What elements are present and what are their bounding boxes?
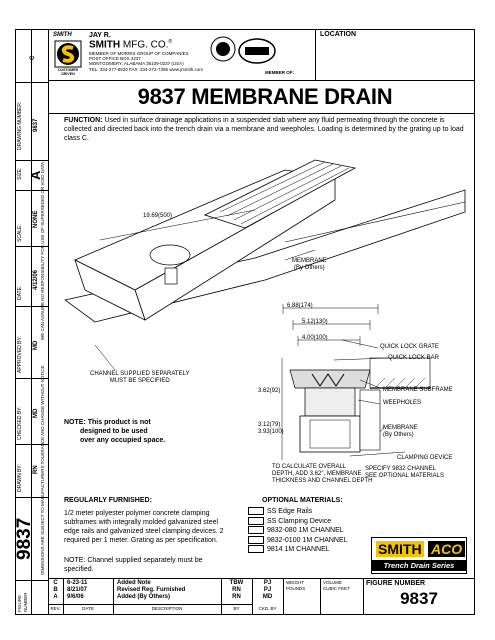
- checked-by-label: CHECKED BY:: [17, 406, 23, 440]
- rev-date: 8/21/07: [67, 587, 88, 593]
- sidebar-figure-number: 9837: [14, 517, 35, 560]
- drawn-by-value: RN: [33, 465, 39, 474]
- note-label: NOTE:: [64, 419, 86, 426]
- scale-value: NONE: [33, 210, 39, 228]
- smith-s-logo-icon: [53, 40, 83, 68]
- size-value: A: [28, 170, 43, 180]
- checkbox-icon: [248, 526, 264, 534]
- logo-smith: SMITH: [378, 541, 422, 557]
- company-jay-r: JAY R.: [89, 32, 111, 39]
- logo-series: Trench Drain Series: [372, 560, 466, 571]
- optional-item: [248, 536, 348, 546]
- company-mfg: MFG. CO.: [122, 39, 169, 51]
- page-title: 9837 MEMBRANE DRAIN: [137, 84, 393, 109]
- company-smith: SMITH: [89, 39, 121, 51]
- weight-label: WEIGHT: [286, 580, 304, 585]
- channel-supplied-line-1: CHANNEL SUPPLIED SEPARATELY: [90, 371, 190, 377]
- optional-item-label: 9832-080 1M CHANNEL: [267, 527, 344, 534]
- rev-value: C: [53, 580, 58, 586]
- logo-aco: ACO: [428, 541, 465, 557]
- desc-col: [117, 580, 185, 601]
- address-line-1: POST OFFICE BOX 3237: [89, 56, 141, 62]
- membrane-side-label: [383, 425, 418, 439]
- quick-lock-grate-label: QUICK LOCK GRATE: [380, 344, 439, 350]
- volume-label: VOLUME: [323, 580, 343, 585]
- col-rev-header: REV.: [50, 606, 61, 611]
- furnished-heading: REGULARLY FURNISHED:: [64, 497, 152, 504]
- rev-description: Revised Reg. Furnished: [117, 587, 186, 593]
- checked-by-value: MD: [33, 408, 39, 418]
- smith-logo: [53, 32, 83, 74]
- checkbox-icon: [248, 545, 264, 553]
- furnished-text: 1/2 meter polyester polymer concrete clamping subframes with integrally molded galvanized steel edge rails and galvanized steel clamping devices. 2 required per 1 meter. Grating as per specification.: [64, 510, 224, 544]
- specify-note: [365, 466, 444, 480]
- member-of-label: MEMBER OF:: [265, 70, 294, 75]
- calc-line-1: TO CALCULATE OVERALL: [272, 464, 347, 470]
- location-divider: [315, 29, 316, 80]
- volume-unit: CUBIC FEET: [323, 586, 350, 591]
- approved-by-label: APPROVED BY:: [17, 336, 23, 373]
- function-text: Used in surface drainage applications in a suspended slab where any fluid permeating through the concrete is collected and directed back into the trench drain via a membrane and weepholes. Loading is determined by the grating up to load class C.: [64, 117, 464, 142]
- volume-block: [323, 580, 350, 592]
- col-by-header: BY: [233, 606, 240, 611]
- figure-number-label: FIGURE NUMBER: [366, 580, 426, 587]
- weight-unit: POUNDS: [286, 586, 306, 591]
- rev-value: B: [53, 587, 58, 593]
- optional-item: [248, 507, 348, 517]
- weight-block: [286, 580, 305, 592]
- sidebar-rule: [15, 580, 48, 581]
- company-smith-mfg: [89, 39, 172, 50]
- function-paragraph: [64, 116, 469, 143]
- chk-col: [252, 580, 283, 601]
- calc-note: [272, 464, 372, 485]
- sheet-size-c: C: [30, 55, 36, 60]
- smith-logo-brand: SMITH: [53, 32, 72, 38]
- col-divider: [320, 578, 321, 615]
- date-value: 4/12/06: [33, 269, 39, 290]
- rev-checked: PJ: [263, 580, 272, 586]
- function-label: FUNCTION:: [64, 117, 103, 124]
- note-line-1: This product is not: [87, 419, 151, 426]
- rev-date: 9/6/06: [67, 594, 84, 600]
- optional-item-label: 9814 1M CHANNEL: [267, 546, 330, 553]
- approved-by-value: MD: [33, 340, 39, 350]
- furnished-note: NOTE: Channel supplied separately must be specified.: [64, 557, 203, 573]
- note-line-2: designed to be used: [80, 428, 148, 435]
- sidebar-divider: [48, 29, 49, 615]
- by-col: [221, 580, 252, 601]
- channel-supplied-line-2: MUST BE SPECIFIED: [109, 378, 170, 384]
- member-line: MEMBER OF MORRIS GROUP OF COMPANIES: [89, 51, 189, 56]
- sidebar-rule: [15, 82, 48, 83]
- dim-688: 6.88(174): [287, 303, 313, 309]
- specify-line-2: SEE OPTIONAL MATERIALS: [365, 473, 445, 479]
- cross-section-drawing: [250, 300, 475, 460]
- col-desc-header: DESCRIPTION: [151, 606, 183, 611]
- disclaimer-superseded: WE CAN ASSUME NO RESPONSIBILITY FOR USE OF SUPERSEDED OR VOID DATA: [40, 161, 45, 340]
- membrane-top-label: [292, 258, 327, 272]
- membrane-subframe-label: MEMBRANE SUBFRAME: [383, 387, 453, 393]
- calc-line-3: THICKNESS AND CHANNEL DEPTH: [272, 478, 373, 484]
- size-label: SIZE:: [17, 167, 23, 180]
- channel-supplied-note: [90, 371, 189, 385]
- address-line-2: MONTGOMERY, ALABAMA 36109-0237 (USA): [89, 61, 184, 67]
- dim-length: 19.69(500): [143, 213, 173, 219]
- rev-checked: PJ: [263, 587, 272, 593]
- drawing-number-label: DRAWING NUMBER:: [17, 101, 23, 150]
- membrane-top-by-others: (By Others): [294, 265, 325, 271]
- figure-label: FIGURE: [17, 594, 22, 612]
- rev-description: Added (By Others): [117, 594, 171, 600]
- number-label: NUMBER: [23, 592, 28, 612]
- optional-item: [248, 526, 348, 536]
- clamping-device-label: CLAMPING DEVICE: [397, 455, 453, 461]
- weepholes-label: WEEPHOLES: [383, 400, 422, 406]
- optional-item-label: SS Edge Rails: [267, 508, 313, 515]
- sidebar-rule: [15, 160, 48, 161]
- quick-lock-bar-label: QUICK LOCK BAR: [388, 355, 440, 361]
- header-rule: [48, 80, 475, 81]
- title-rule: [48, 113, 475, 114]
- rev-value: A: [53, 594, 58, 600]
- rev-col: [48, 580, 63, 601]
- dim-512: 5.12(130): [302, 319, 328, 325]
- date-col: [67, 580, 87, 601]
- optional-item: [248, 517, 348, 527]
- checkbox-icon: [248, 536, 264, 544]
- dim-312: 3.12(79): [258, 422, 281, 428]
- checkbox-icon: [248, 507, 264, 515]
- optional-item-label: 9832-0100 1M CHANNEL: [267, 536, 348, 544]
- col-date-header: DATE: [82, 606, 94, 611]
- drawing-number: 9837: [33, 118, 39, 132]
- optional-heading: OPTIONAL MATERIALS:: [262, 497, 343, 504]
- rev-by: TBW: [229, 580, 244, 586]
- registered-mark: ®: [168, 39, 173, 45]
- contact-line: TEL: 334-277-8520 FAX: 334-272-7396 www.jrsmith.com: [89, 66, 204, 72]
- occupied-space-note: [64, 418, 165, 445]
- rev-checked: MD: [262, 594, 273, 600]
- membrane-top: MEMBRANE: [292, 258, 327, 264]
- dim-393: 3.93(100): [258, 429, 284, 435]
- dim-depths: [258, 422, 284, 436]
- rev-by: RN: [232, 594, 241, 600]
- optional-list: [248, 507, 348, 555]
- rev-description: Added Note: [117, 580, 151, 586]
- membrane-side: MEMBRANE: [383, 425, 418, 431]
- optional-item: [248, 545, 348, 555]
- rev-date: 6-23-11: [67, 580, 88, 586]
- customer-driven: CUSTOMER DRIVEN: [58, 68, 78, 76]
- col-chk-header: CKD. BY: [258, 606, 277, 611]
- smith-aco-logo: [371, 537, 467, 574]
- specify-line-1: SPECIFY 9832 CHANNEL: [365, 466, 436, 472]
- date-label: DATE:: [17, 285, 23, 300]
- drawn-by-label: DRAWN BY:: [17, 464, 23, 492]
- location-label: LOCATION: [320, 31, 357, 38]
- scale-label: SCALE:: [17, 224, 23, 242]
- company-address: [89, 51, 203, 72]
- rev-by: RN: [232, 587, 241, 593]
- figure-number: 9837: [400, 589, 438, 608]
- dim-362: 3.62(92): [258, 388, 281, 394]
- optional-item-label: SS Clamping Device: [267, 517, 332, 525]
- note-line-3: over any occupied space.: [80, 437, 166, 444]
- membrane-side-by-others: (By Others): [383, 432, 414, 438]
- disclaimer-tolerance: DIMENSIONS ARE SUBJECT TO MANUFACTURERS TOLERANCE AND CHANGE WITHOUT NOTICE: [40, 365, 45, 575]
- checkbox-icon: [248, 517, 264, 525]
- calc-line-2: DEPTH, ADD 3.62", MEMBRANE: [272, 471, 362, 477]
- col-divider: [283, 578, 284, 615]
- dim-400: 4.00(100): [302, 335, 328, 341]
